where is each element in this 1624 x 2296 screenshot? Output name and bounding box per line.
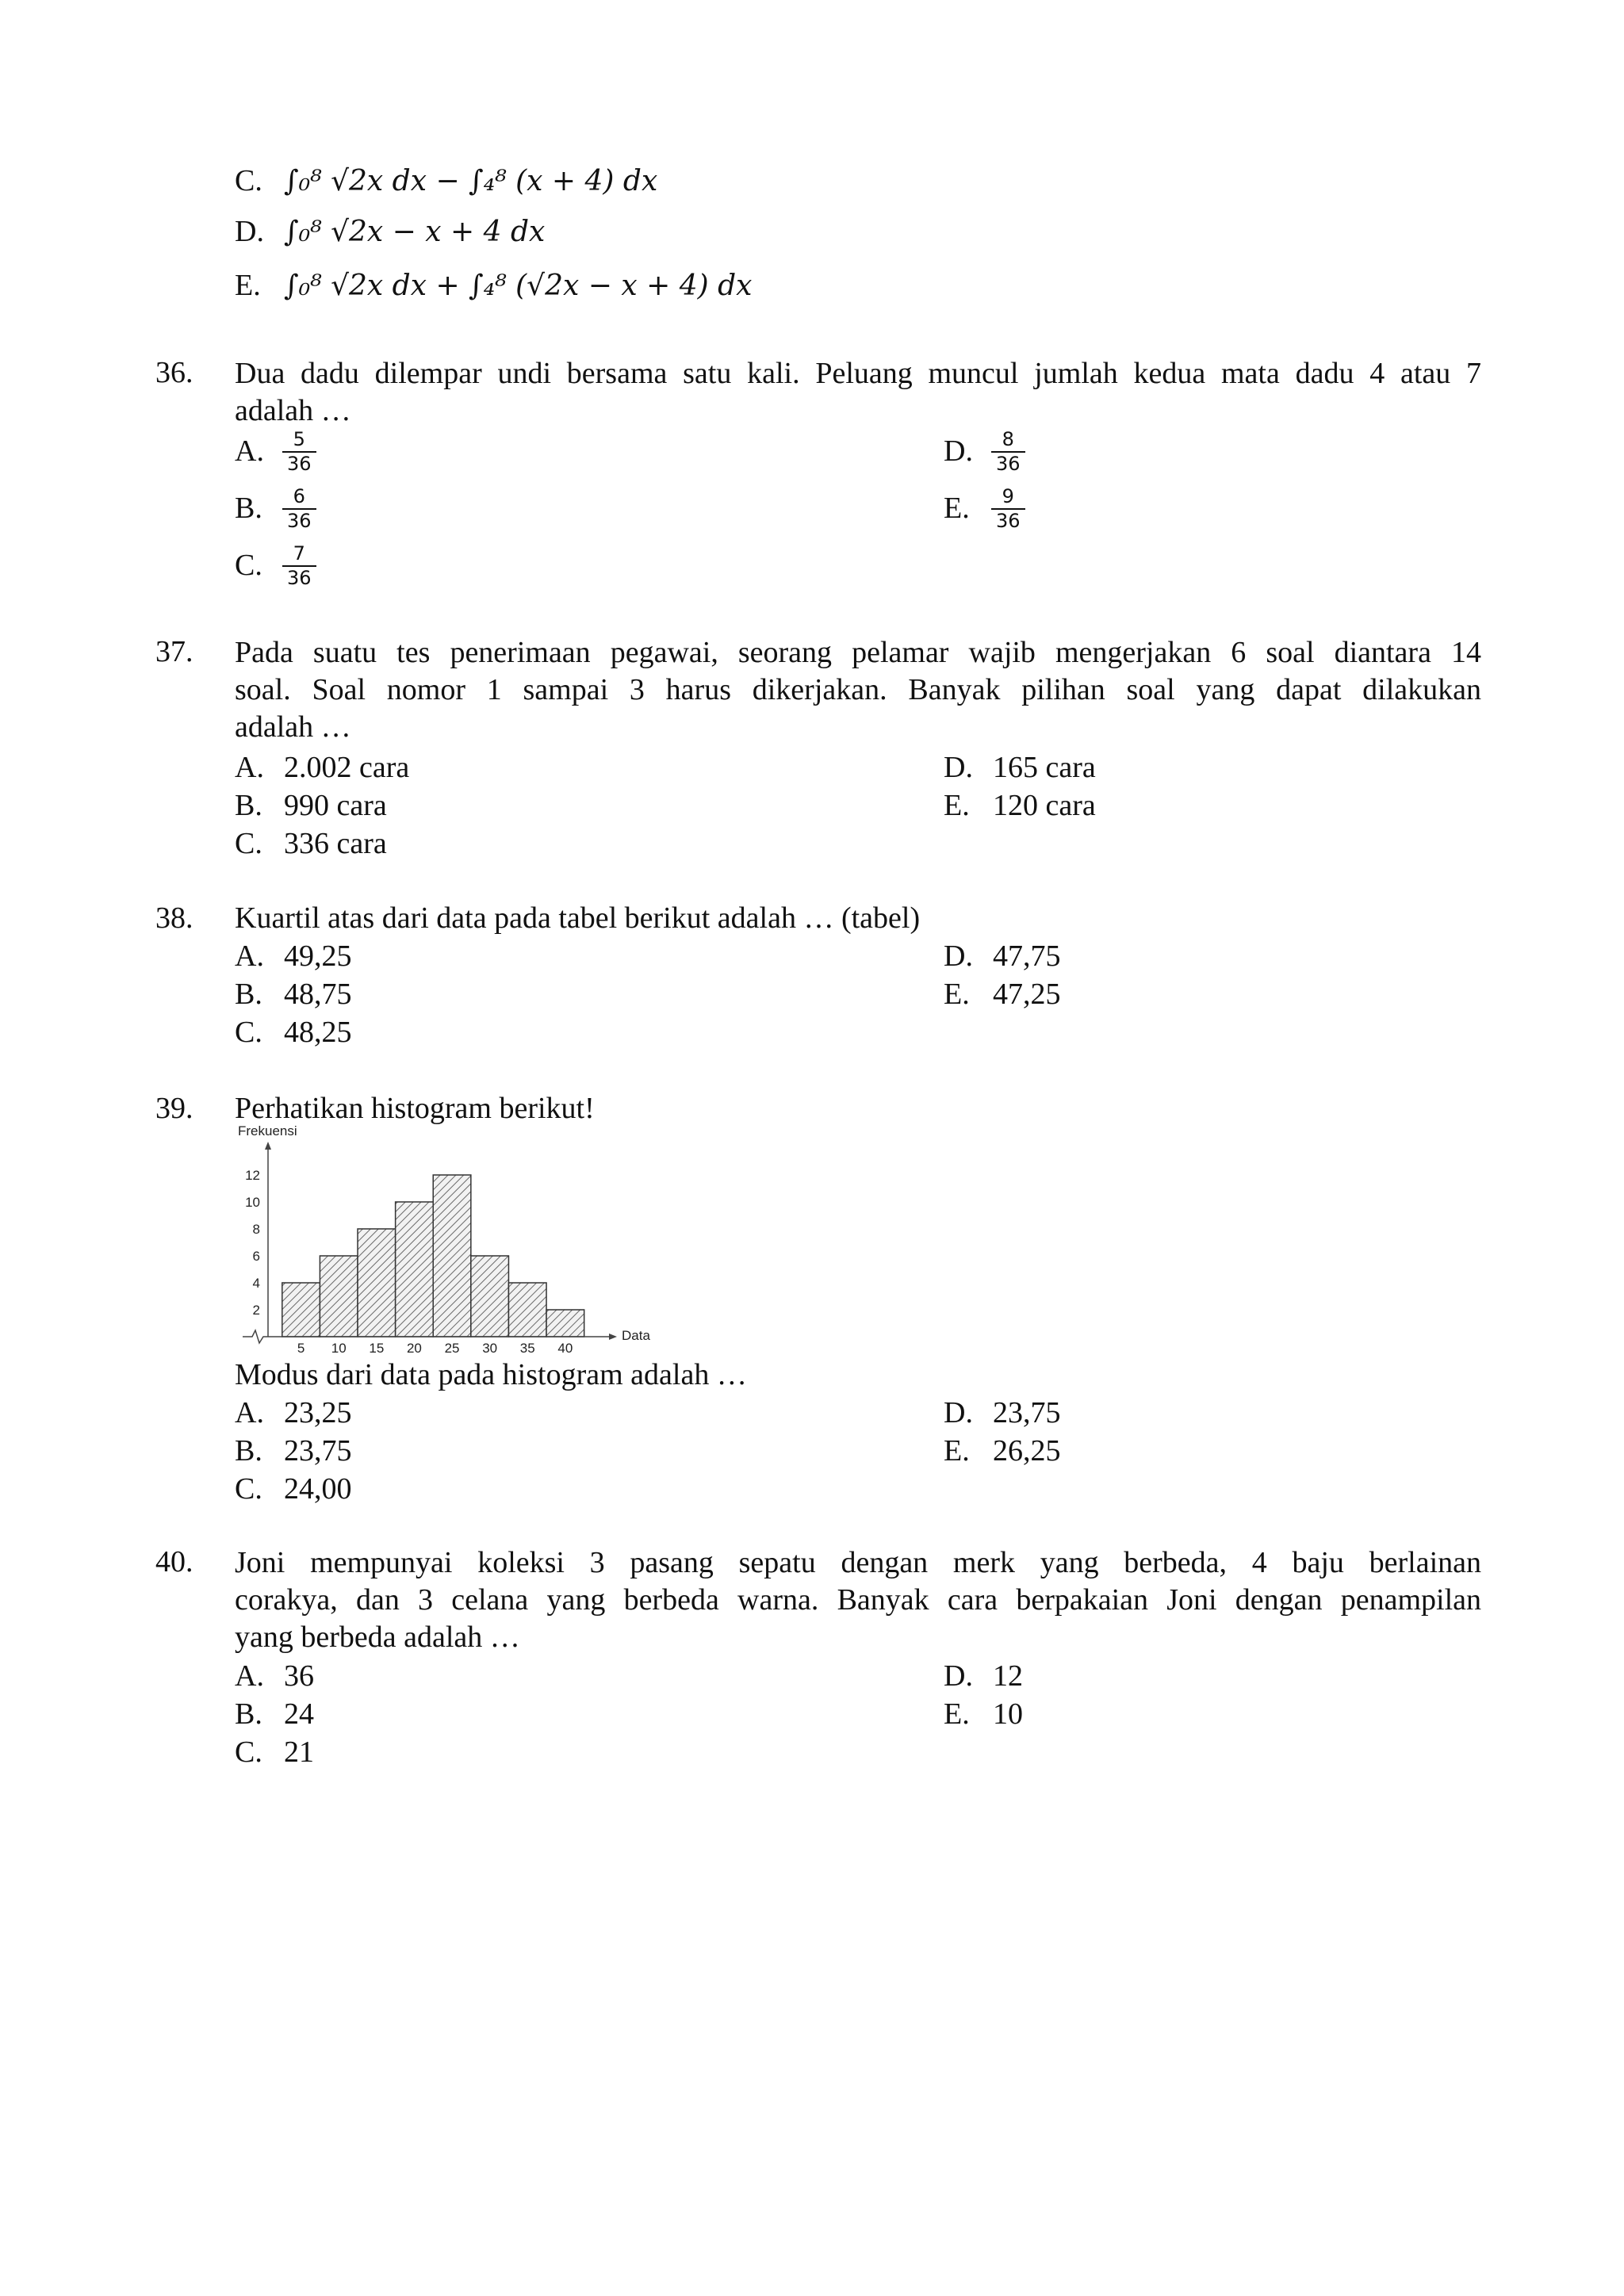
q39-option-d[interactable]	[944, 1395, 1061, 1432]
option-text: 24,00	[284, 1472, 352, 1506]
option-text: 990 cara	[284, 789, 387, 822]
x-tick-label: 15	[369, 1341, 385, 1356]
question-line: adalah …	[235, 710, 351, 744]
option-label: E.	[944, 1434, 970, 1468]
denominator: 36	[287, 453, 312, 476]
option-label: D.	[944, 1396, 973, 1429]
denominator: 36	[287, 510, 312, 533]
q40-option-e[interactable]	[944, 1697, 1023, 1733]
option-label: C.	[235, 1016, 262, 1049]
question-number-40: 40.	[155, 1545, 193, 1578]
option-label: D.	[944, 939, 973, 973]
option-label: D.	[944, 434, 973, 469]
y-axis-label: Frekuensi	[238, 1126, 297, 1138]
histogram-bar	[471, 1256, 509, 1337]
y-axis-arrow	[265, 1142, 271, 1150]
numerator: 5	[282, 430, 316, 453]
option-expression: ∫₀⁸ √2x dx − ∫₄⁸ (x + 4) dx	[284, 165, 658, 197]
numerator: 9	[991, 487, 1025, 510]
q36-option-a[interactable]	[235, 430, 316, 474]
histogram-chart	[214, 1126, 658, 1364]
option-text: 10	[993, 1697, 1023, 1731]
question-number-38: 38.	[155, 901, 193, 935]
q38-option-d[interactable]	[944, 939, 1061, 975]
option-text: 165 cara	[993, 751, 1096, 784]
question-36-text	[235, 355, 1481, 430]
q38-option-a[interactable]	[235, 939, 352, 975]
x-tick-label: 20	[406, 1341, 422, 1356]
option-label: B.	[235, 978, 262, 1011]
q37-option-b[interactable]	[235, 788, 387, 825]
y-tick-label: 2	[252, 1303, 260, 1318]
y-tick-label: 12	[245, 1168, 260, 1183]
option-label: A.	[235, 751, 264, 784]
option-label: C.	[235, 827, 262, 860]
question-line: soal. Soal nomor 1 sampai 3 harus dikerjakan. Banyak pilihan soal yang dapat dilakukan	[235, 673, 1481, 706]
q40-option-d[interactable]	[944, 1659, 1023, 1695]
question-38-text: Kuartil atas dari data pada tabel berikut adalah … (tabel)	[235, 901, 921, 935]
numerator: 7	[282, 544, 316, 567]
histogram-bar	[358, 1229, 396, 1337]
fraction	[991, 430, 1025, 474]
y-tick-label: 6	[252, 1249, 260, 1264]
q35-option-d[interactable]	[235, 214, 545, 251]
option-label: A.	[235, 939, 264, 973]
x-tick-label: 5	[297, 1341, 305, 1356]
histogram-bar	[508, 1283, 546, 1337]
question-line: Dua dadu dilempar undi bersama satu kali. Peluang muncul jumlah kedua mata dadu 4 atau 7	[235, 357, 1481, 390]
q39-option-e[interactable]	[944, 1433, 1061, 1470]
q37-option-a[interactable]	[235, 750, 409, 786]
option-label: A.	[235, 1659, 264, 1693]
question-line: yang berbeda adalah …	[235, 1621, 520, 1654]
x-tick-label: 40	[557, 1341, 573, 1356]
question-39-prompt: Modus dari data pada histogram adalah …	[235, 1358, 747, 1391]
option-label: E.	[944, 492, 970, 526]
question-line: adalah …	[235, 394, 351, 427]
y-tick-labels	[245, 1168, 260, 1318]
fraction	[282, 487, 316, 531]
numerator: 8	[991, 430, 1025, 453]
option-label: B.	[235, 492, 262, 526]
option-text: 47,25	[993, 978, 1061, 1011]
question-number-37: 37.	[155, 635, 193, 668]
q36-option-b[interactable]	[235, 487, 316, 531]
q37-option-c[interactable]	[235, 826, 387, 863]
histogram-svg	[214, 1126, 658, 1364]
q35-option-e[interactable]	[235, 268, 752, 304]
x-tick-label: 35	[519, 1341, 535, 1356]
q40-option-c[interactable]	[235, 1735, 314, 1771]
q40-option-a[interactable]	[235, 1659, 314, 1695]
option-text: 48,75	[284, 978, 352, 1011]
x-axis-label: Data	[622, 1328, 650, 1343]
histogram-bars	[282, 1175, 584, 1337]
option-text: 21	[284, 1735, 314, 1769]
denominator: 36	[996, 510, 1021, 533]
q38-option-b[interactable]	[235, 977, 352, 1013]
y-tick-label: 8	[252, 1222, 260, 1237]
option-label: B.	[235, 1434, 262, 1468]
option-label: E.	[944, 978, 970, 1011]
q36-option-c[interactable]	[235, 544, 316, 588]
option-text: 24	[284, 1697, 314, 1731]
histogram-bar	[546, 1310, 584, 1337]
option-text: 120 cara	[993, 789, 1096, 822]
q37-option-e[interactable]	[944, 788, 1096, 825]
histogram-bar	[396, 1202, 434, 1337]
option-text: 48,25	[284, 1016, 352, 1049]
histogram-bar	[433, 1175, 471, 1337]
option-label: A.	[235, 1396, 264, 1429]
option-label: C.	[235, 1735, 262, 1769]
option-label: B.	[235, 789, 262, 822]
option-text: 12	[993, 1659, 1023, 1693]
option-label: C.	[235, 549, 262, 583]
x-tick-labels	[297, 1341, 573, 1356]
question-line: corakya, dan 3 celana yang berbeda warna. Banyak cara berpakaian Joni dengan penampilan	[235, 1583, 1481, 1617]
numerator: 6	[282, 487, 316, 510]
q39-option-a[interactable]	[235, 1395, 352, 1432]
option-label: B.	[235, 1697, 262, 1731]
question-number-36: 36.	[155, 356, 193, 389]
q39-option-b[interactable]	[235, 1433, 352, 1470]
q36-option-e[interactable]	[944, 487, 1025, 531]
option-expression: ∫₀⁸ √2x dx + ∫₄⁸ (√2x − x + 4) dx	[284, 270, 753, 302]
denominator: 36	[287, 567, 312, 590]
q36-option-d[interactable]	[944, 430, 1025, 474]
option-label: D.	[944, 751, 973, 784]
option-text: 23,25	[284, 1396, 352, 1429]
option-label: D.	[944, 1659, 973, 1693]
option-expression: ∫₀⁸ √2x − x + 4 dx	[284, 216, 546, 248]
fraction	[282, 430, 316, 474]
question-40-text	[235, 1544, 1481, 1656]
option-text: 23,75	[284, 1434, 352, 1468]
y-tick-label: 10	[245, 1195, 260, 1210]
option-text: 47,75	[993, 939, 1061, 973]
option-label: C.	[235, 164, 262, 197]
fraction	[282, 544, 316, 588]
question-37-text	[235, 634, 1481, 746]
option-label: E.	[235, 269, 261, 302]
q38-option-e[interactable]	[944, 977, 1061, 1013]
denominator: 36	[996, 453, 1021, 476]
option-text: 49,25	[284, 939, 352, 973]
y-tick-label: 4	[252, 1276, 260, 1291]
histogram-bar	[320, 1256, 358, 1337]
option-text: 36	[284, 1659, 314, 1693]
x-tick-label: 30	[482, 1341, 498, 1356]
x-tick-label: 25	[444, 1341, 460, 1356]
question-line: Joni mempunyai koleksi 3 pasang sepatu dengan merk yang berbeda, 4 baju berlainan	[235, 1546, 1481, 1579]
fraction	[991, 487, 1025, 531]
q38-option-c[interactable]	[235, 1015, 352, 1051]
q40-option-b[interactable]	[235, 1697, 314, 1733]
option-label: C.	[235, 1472, 262, 1506]
question-line: Pada suatu tes penerimaan pegawai, seorang pelamar wajib mengerjakan 6 soal diantara 14	[235, 636, 1481, 669]
option-label: E.	[944, 1697, 970, 1731]
question-number-39: 39.	[155, 1092, 193, 1125]
question-39-text: Perhatikan histogram berikut!	[235, 1092, 595, 1125]
option-text: 26,25	[993, 1434, 1061, 1468]
option-label: E.	[944, 789, 970, 822]
option-text: 2.002 cara	[284, 751, 410, 784]
x-axis-arrow	[609, 1334, 617, 1340]
x-tick-label: 10	[331, 1341, 347, 1356]
option-label: D.	[235, 215, 264, 248]
option-label: A.	[235, 434, 264, 469]
q37-option-d[interactable]	[944, 750, 1096, 786]
q39-option-c[interactable]	[235, 1471, 352, 1508]
option-text: 23,75	[993, 1396, 1061, 1429]
option-text: 336 cara	[284, 827, 387, 860]
histogram-bar	[282, 1283, 320, 1337]
q35-option-c[interactable]	[235, 163, 657, 200]
